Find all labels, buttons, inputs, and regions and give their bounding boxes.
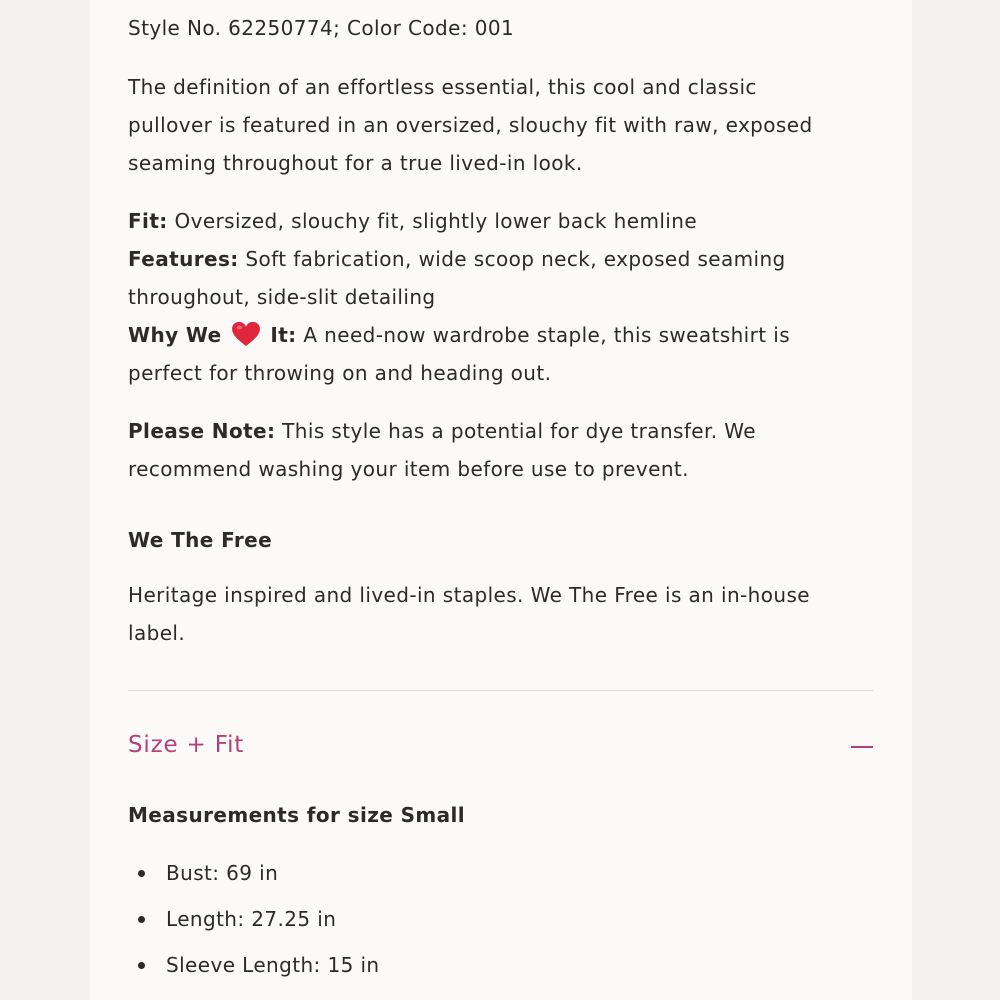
section-divider (128, 690, 873, 691)
brand-title: We The Free (128, 528, 273, 552)
why-label-end: It: (270, 323, 297, 347)
list-item: Length: 27.25 in (128, 904, 379, 950)
brand-description: Heritage inspired and lived-in staples. We The Free is an in-house label. (128, 583, 810, 645)
measurements-list (128, 858, 379, 996)
why-label-start: Why We (128, 323, 222, 347)
dye-transfer-note (128, 412, 828, 488)
note-label: Please Note: (128, 419, 276, 443)
measurements-title: Measurements for size Small (128, 803, 466, 827)
features-text: Soft fabrication, wide scoop neck, exposed seaming throughout, side-slit detailing (128, 247, 786, 309)
minus-icon[interactable] (851, 746, 873, 748)
style-number: Style No. 62250774; Color Code: 001 (128, 16, 515, 40)
features-label: Features: (128, 247, 239, 271)
size-fit-title: Size + Fit (128, 732, 245, 758)
list-item: Sleeve Length: 15 in (128, 950, 379, 996)
list-item: Bust: 69 in (128, 858, 379, 904)
fit-label: Fit: (128, 209, 168, 233)
why-label (128, 323, 297, 347)
heart-icon (231, 321, 261, 347)
product-details (128, 202, 828, 392)
note-text: This style has a potential for dye transfer. We recommend washing your item before use to prevent. (128, 419, 756, 481)
fit-text: Oversized, slouchy fit, slightly lower back hemline (167, 209, 698, 233)
size-fit-accordion-toggle[interactable] (128, 730, 873, 766)
product-description: The definition of an effortless essential, this cool and classic pullover is featured in an oversized, slouchy fit with raw, exposed seaming throughout for a true lived-in look. (128, 75, 813, 175)
why-text: A need-now wardrobe staple, this sweatshirt is perfect for throwing on and heading out. (128, 323, 791, 385)
